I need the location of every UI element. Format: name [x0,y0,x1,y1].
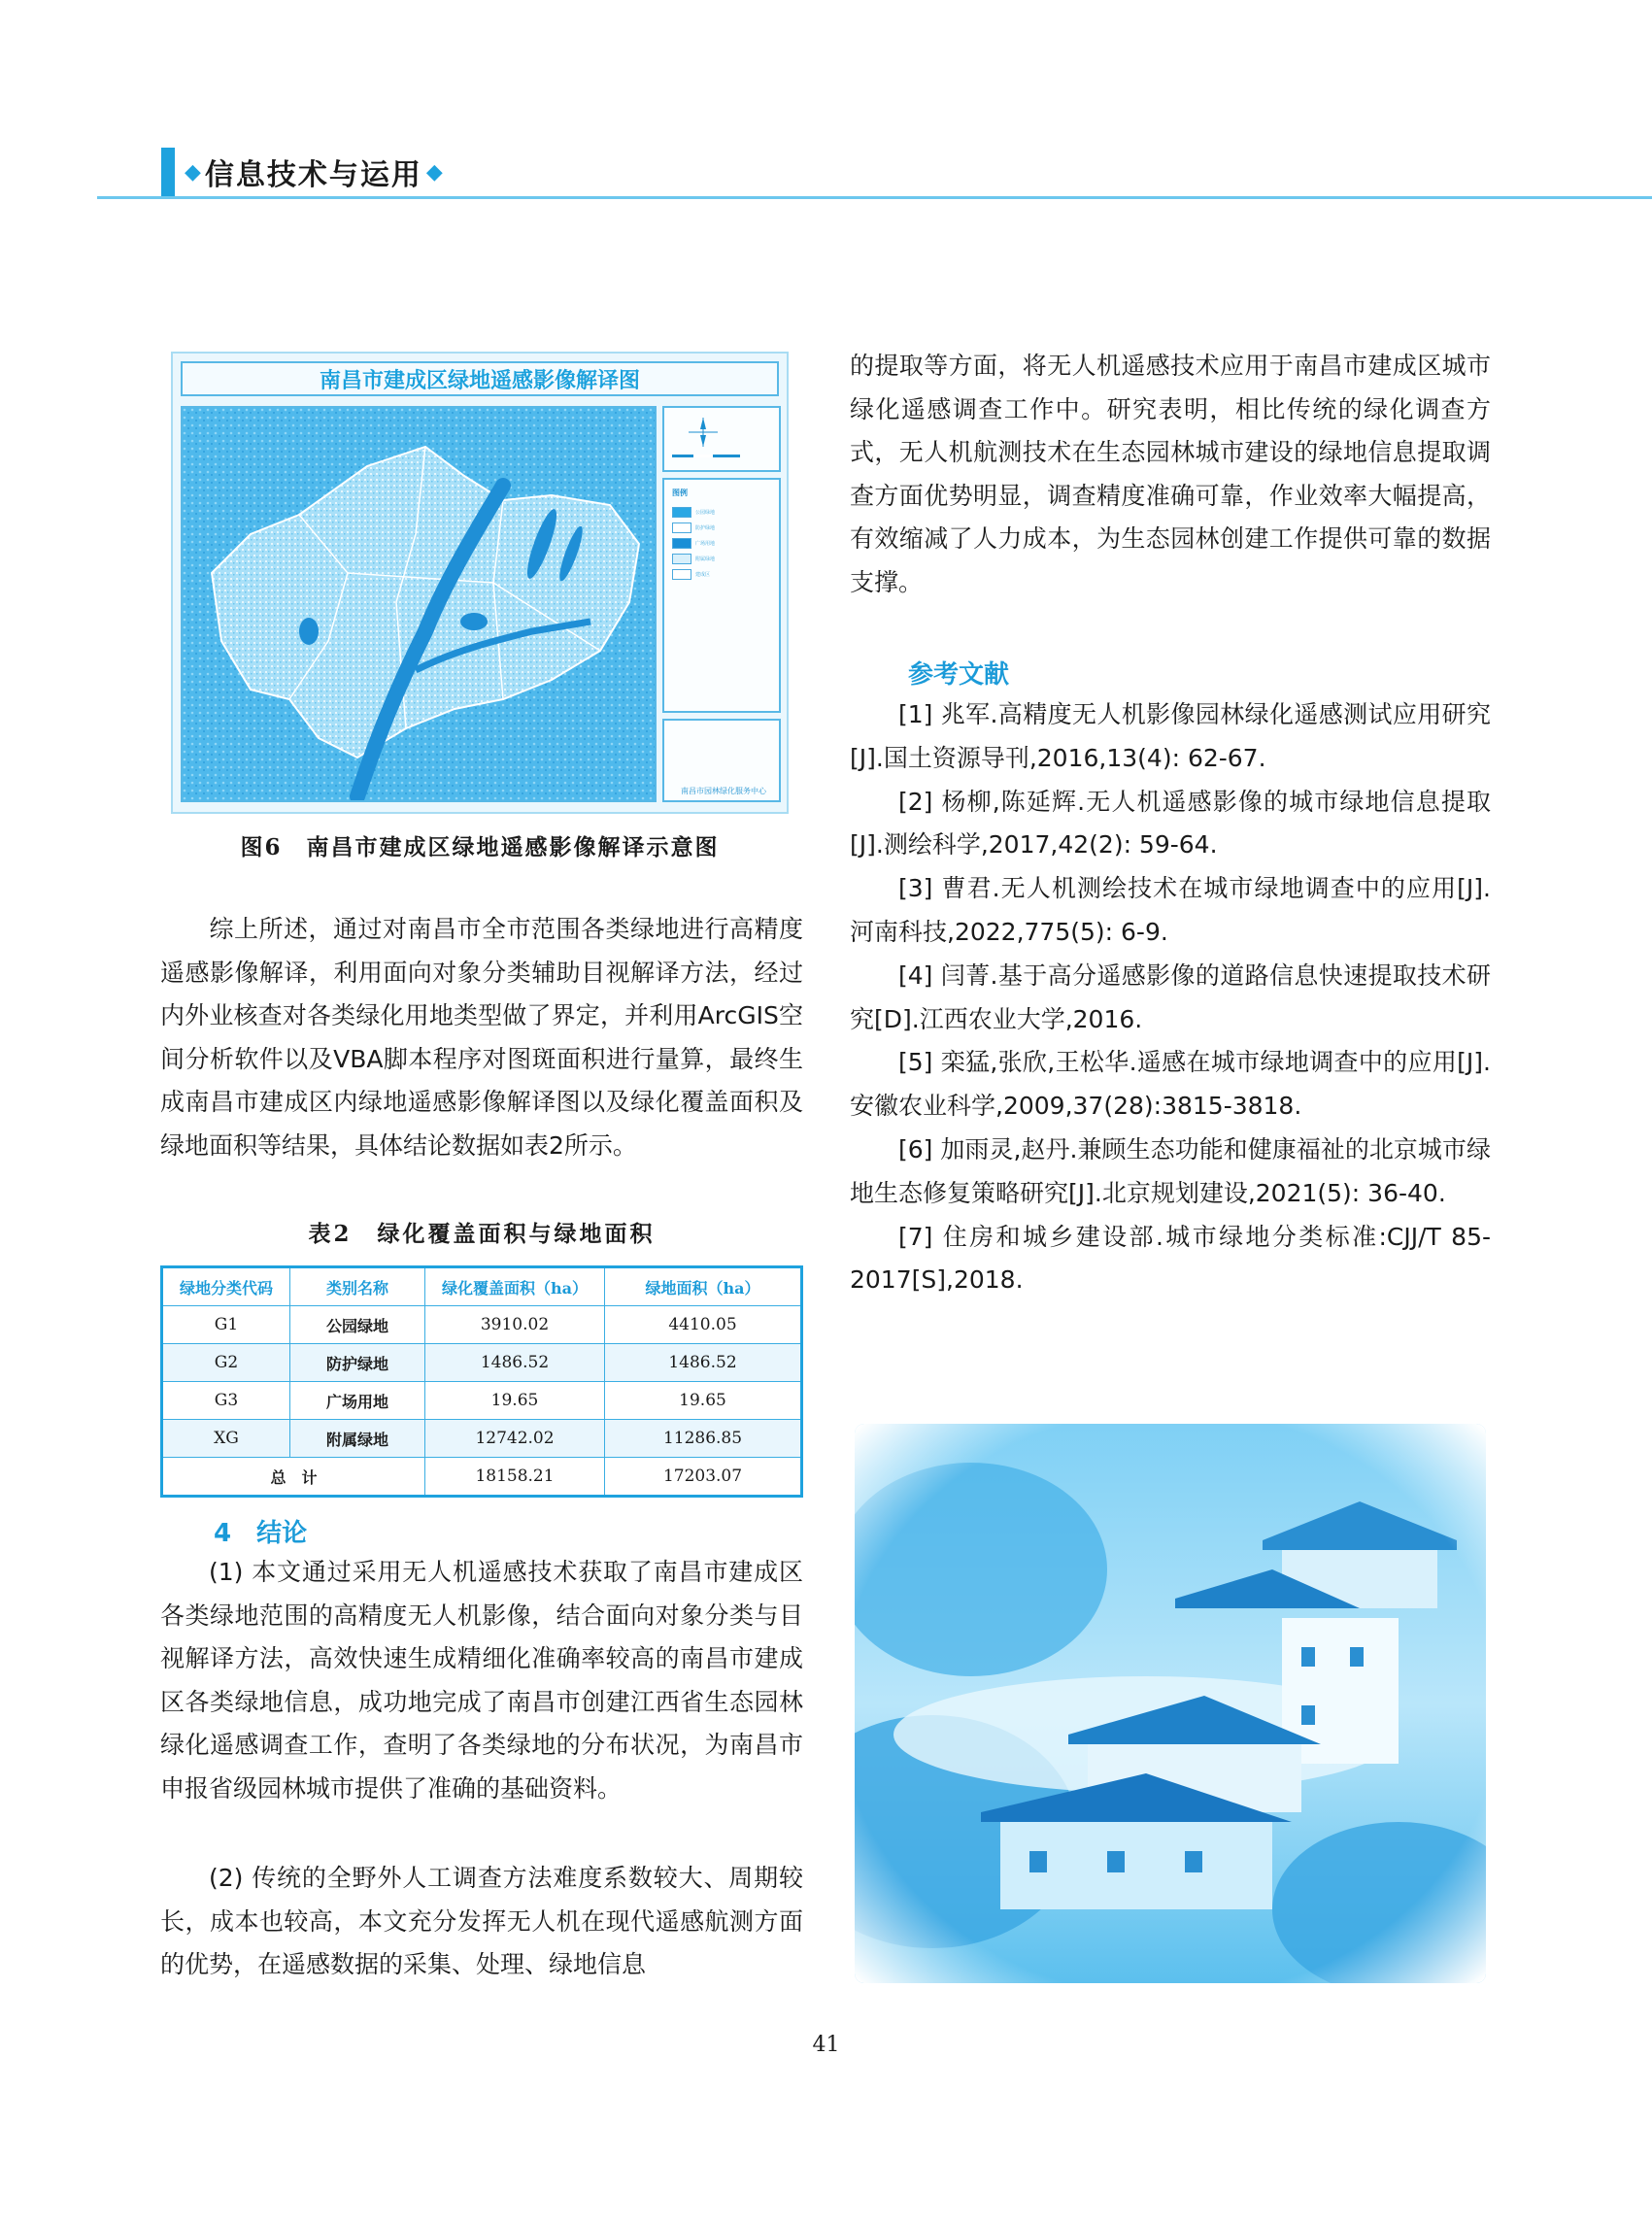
summary-text: 综上所述，通过对南昌市全市范围各类绿地进行高精度遥感影像解译，利用面向对象分类辅助目视解译方法，经过内外业核查对各类绿化用地类型做了界定，并利用ArcGIS空间分析软件以及VBA脚本程序对图斑面积进行量算，最终生成南昌市建成区内绿地遥感影像解译图以及绿化覆盖面积及绿地面积等结果，具体结论数据如表2所示。 [160,915,803,1160]
header-title: 信息技术与运用 [204,158,422,192]
reference-text: [5] 栾猛,张欣,王松华.遥感在城市绿地调查中的应用[J].安徽农业科学,2009,37(28):3815-3818. [850,1048,1491,1121]
continued-paragraph: 的提取等方面，将无人机遥感技术应用于南昌市建成区城市绿化遥感调查工作中。研究表明，相比传统的绿化调查方式，无人机航测技术在生态园林城市建设的绿地信息提取调查方面优势明显，调查精度准确可靠，作业效率大幅提高，有效缩减了人力成本，为生态园林创建工作提供可靠的数据支撑。 [850,352,1491,596]
legend-swatch [672,523,691,533]
table-cell-cover: 3910.02 [425,1306,605,1344]
reference-item [850,693,1491,781]
legend-item [672,554,715,564]
legend-swatch [672,569,691,580]
map-title: 南昌市建成区绿地遥感影像解译图 [181,361,779,396]
table-header-cell: 绿地分类代码 [162,1267,290,1306]
table-cell-total-cover: 18158.21 [425,1458,605,1497]
legend-label: 防护绿地 [695,525,716,531]
legend-label: 公园绿地 [695,510,716,516]
reference-text: [6] 加雨灵,赵丹.兼顾生态功能和健康福祉的北京城市绿地生态修复策略研究[J].北京规划建设,2021(5): 36-40. [850,1134,1491,1207]
table-cell-name: 公园绿地 [290,1306,425,1344]
table-cell-code: G1 [162,1306,290,1344]
table-header-cell: 绿地面积（ha） [605,1267,802,1306]
legend-swatch [672,554,691,564]
conclusion-paragraph-2 [160,1857,803,1987]
table-row [162,1382,802,1420]
village-illustration [855,1424,1486,1983]
legend-item [672,507,715,518]
table-header-row [162,1267,802,1306]
conclusion-text-1: (1) 本文通过采用无人机遥感技术获取了南昌市建成区各类绿地范围的高精度无人机影像，结合面向对象分类与目视解译方法，高效快速生成精细化准确率较高的南昌市建成区各类绿地信息，成功地完成了南昌市创建江西省生态园林绿化遥感调查工作，查明了各类绿地的分布状况，为南昌市申报省级园林城市提供了准确的基础资料。 [160,1558,803,1803]
map-side-panel [662,406,781,802]
legend-swatch [672,538,691,549]
table-total-row [162,1458,802,1497]
table-caption: 表2 绿化覆盖面积与绿地面积 [308,1221,656,1247]
legend-item [672,523,715,533]
figure-map [171,352,789,814]
table-row [162,1344,802,1382]
table-cell-code: XG [162,1420,290,1458]
diamond-icon: ◆ [425,159,443,185]
legend-item [672,538,715,549]
reference-item [850,781,1491,868]
reference-item [850,1129,1491,1216]
table-cell-code: G3 [162,1382,290,1420]
page-number: 41 [812,2033,840,2057]
legend-label: 建成区 [695,572,711,578]
map-footer-org: 南昌市园林绿化服务中心 [681,787,766,795]
references-list [850,693,1491,1302]
reference-item [850,867,1491,955]
references-heading: 参考文献 [908,660,1010,690]
reference-item [850,1216,1491,1303]
table-cell-code: G2 [162,1344,290,1382]
header-rule [97,196,1652,199]
table-cell-area: 11286.85 [605,1420,802,1458]
table-cell-total-label: 总 计 [162,1458,425,1497]
table-cell-area: 19.65 [605,1382,802,1420]
table-row [162,1420,802,1458]
reference-text: [2] 杨柳,陈延辉.无人机遥感影像的城市绿地信息提取[J].测绘科学,2017,42(2): 59-64. [850,787,1491,860]
table-cell-name: 附属绿地 [290,1420,425,1458]
table-cell-area: 4410.05 [605,1306,802,1344]
map-image [181,406,657,802]
legend-label: 广场用地 [695,541,716,547]
table-cell-area: 1486.52 [605,1344,802,1382]
header-accent-bar [161,148,175,196]
table-cell-cover: 1486.52 [425,1344,605,1382]
map-illustration [183,408,657,802]
north-arrow-icon [664,408,779,470]
conclusion-paragraph-1 [160,1551,803,1811]
table-cell-cover: 12742.02 [425,1420,605,1458]
data-table [160,1265,803,1498]
diamond-icon: ◆ [185,159,201,185]
reference-text: [3] 曹君.无人机测绘技术在城市绿地调查中的应用[J].河南科技,2022,775(5): 6-9. [850,874,1491,946]
legend-title: 图例 [672,489,688,497]
reference-text: [4] 闫菁.基于高分遥感影像的道路信息快速提取技术研究[D].江西农业大学,2016. [850,961,1491,1033]
table-cell-total-area: 17203.07 [605,1458,802,1497]
village-photo [855,1424,1486,1983]
legend-item [672,569,710,580]
legend-box [662,478,781,713]
compass-box [662,406,781,472]
table-cell-name: 防护绿地 [290,1344,425,1382]
table-cell-cover: 19.65 [425,1382,605,1420]
footer-box [662,719,781,802]
legend-swatch [672,507,691,518]
table-row [162,1306,802,1344]
reference-item [850,1041,1491,1129]
conclusion-text-2: (2) 传统的全野外人工调查方法难度系数较大、周期较长，成本也较高，本文充分发挥无人机在现代遥感航测方面的优势，在遥感数据的采集、处理、绿地信息 [160,1864,803,1979]
section-heading-conclusion: 4 结论 [214,1519,308,1548]
table-header-cell: 绿化覆盖面积（ha） [425,1267,605,1306]
table-header-cell: 类别名称 [290,1267,425,1306]
figure-caption: 图6 南昌市建成区绿地遥感影像解译示意图 [240,834,720,860]
table-cell-name: 广场用地 [290,1382,425,1420]
running-header [161,148,447,196]
summary-paragraph [160,908,803,1168]
reference-item [850,955,1491,1042]
reference-text: [1] 兆军.高精度无人机影像园林绿化遥感测试应用研究[J].国土资源导刊,2016,13(4): 62-67. [850,700,1491,772]
legend-label: 附属绿地 [695,556,716,562]
reference-text: [7] 住房和城乡建设部.城市绿地分类标准:CJJ/T 85-2017[S],2018. [850,1222,1491,1295]
